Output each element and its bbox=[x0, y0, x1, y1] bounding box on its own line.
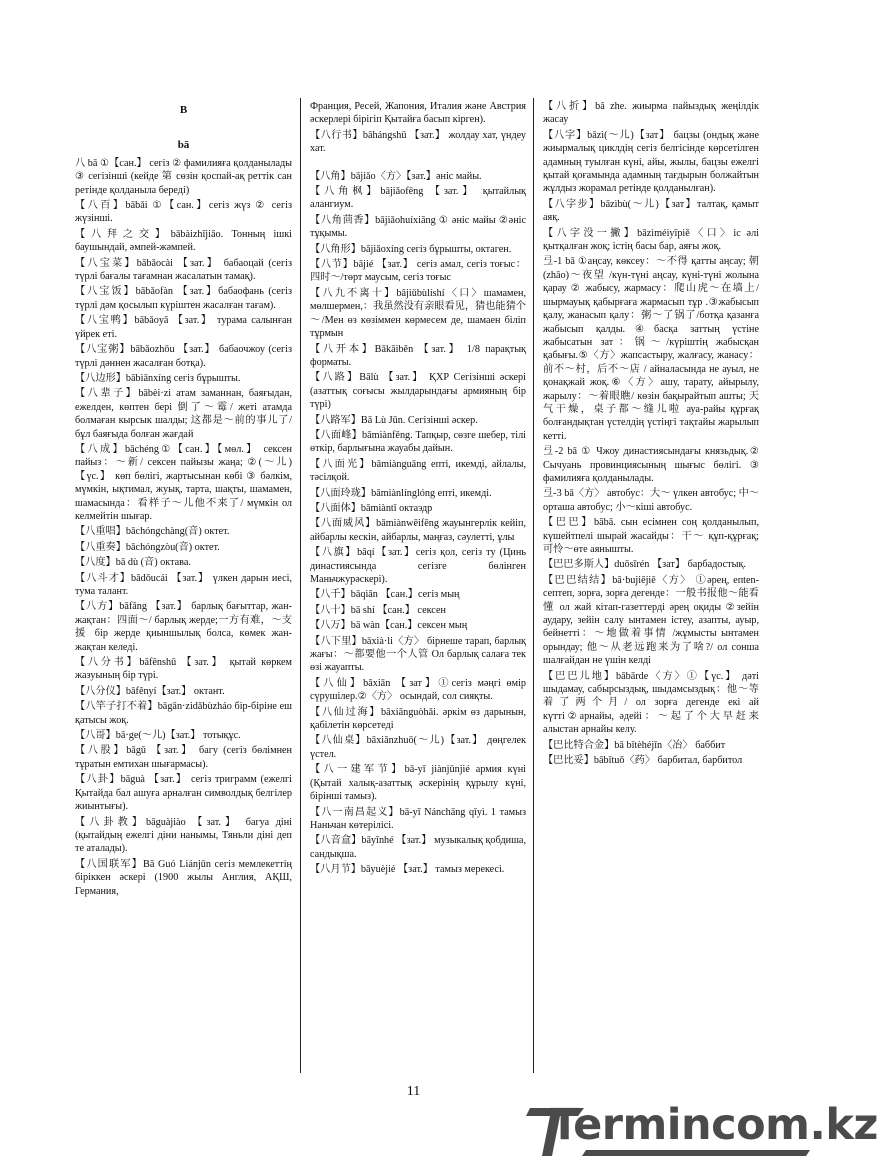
column-divider bbox=[533, 98, 534, 1073]
dictionary-entry: 【八度】bā dù (音) октава. bbox=[75, 557, 191, 569]
dictionary-entry: 【八宝粥】bābǎozhōu 【зат.】 бабаочжоу (сегіз түрлі дәннен жасалған ботқа). bbox=[75, 344, 292, 369]
column-divider bbox=[300, 98, 301, 1073]
dictionary-entry: 【八节】bājié 【зат.】 сегіз амал, сегіз тоғыс：四时～/төрт маусым, сегіз тоғыс bbox=[310, 259, 526, 284]
dictionary-entry: 【八面光】bāmiànguāng епті, икемді, айлалы, тәсілқой. bbox=[310, 458, 526, 484]
column-left bbox=[75, 100, 292, 900]
dictionary-entry: 【八国联军】Bā Guó Liánjūn сегіз мемлекеттің біріккен әскері (1900 жылы Англия, АҚШ, Германия, bbox=[75, 858, 292, 897]
dictionary-entry: 弖-2 bā ① Чжоу династиясындағы князьдық.② Сычуань провинциясының шығыс бөлігі. ③ фамилияға қолданылады. bbox=[543, 446, 759, 484]
dictionary-entry: 【八路军】Bā Lù Jūn. Сегізінші әскер. bbox=[310, 414, 478, 426]
dictionary-entry: 【八竿子打不着】bāgān·zidǎbùzháo бір-біріне еш қатысы жоқ. bbox=[75, 701, 292, 726]
dictionary-entry: 【八重奏】bāchóngzòu(音) октет. bbox=[75, 541, 220, 553]
column-middle bbox=[310, 100, 526, 879]
dictionary-entry: 【八分书】bāfēnshū 【зат.】 қытай көркем жазуының бір түрі. bbox=[75, 657, 292, 682]
dictionary-entry: 【八百】bābǎi ①【сан.】сегіз жүз ② сегіз жүзінші. bbox=[75, 200, 292, 225]
dictionary-entry: 【八卦】bāguà 【зат.】 сегіз триграмм (ежелгі Қытайда бал ашуға арналған символдық белгілер жиынтығы). bbox=[75, 774, 292, 813]
dictionary-entry: 【巴巴多斯人】duōsīrén 【зат】 барбадостық. bbox=[543, 559, 746, 571]
dictionary-entry: 【八哥】bā·ge(～儿)【зат.】 тотықұс. bbox=[75, 730, 241, 742]
dictionary-entry: 【八九不离十】bājiǔbùlíshí〈口〉шамамен, мөлшермен,：我虽然没有亲眼看见，猜也能猜个～/Мен өз көзіммен көрмесем де, шамаен біліп тұрмын bbox=[310, 287, 526, 340]
dictionary-entry: 【八月节】bāyuèjié 【зат.】 тамыз мерекесі. bbox=[310, 864, 505, 876]
page-number: 11 bbox=[406, 1084, 421, 1099]
dictionary-entry: 【八一南昌起义】bā-yī Nánchāng qǐyì. 1 тамыз Наньчан көтерілісі. bbox=[310, 806, 526, 831]
dictionary-entry: 【巴比特合金】bā bǐtèhéjīn〈冶〉 баббит bbox=[543, 739, 726, 751]
dictionary-entry: 【八面峰】bāmiànfēng. Тапқыр, сөзге шебер, тілі өткір, барлығына жауабы дайын. bbox=[310, 429, 526, 455]
column-right bbox=[543, 100, 759, 770]
dictionary-entry: 【八行书】bāhángshū 【зат.】 жолдау хат, үндеу хат. bbox=[310, 129, 526, 155]
dictionary-entry: 【八仙桌】bāxiānzhuō(～儿)【зат.】 дөңгелек үстел. bbox=[310, 735, 526, 760]
dictionary-entry: 弖-1 bā ①аңсау, көксеу：～不得 қатты аңсау; 朝(zhāo)～夜望 /күн-түні аңсау, күні-түні жолына қарау ② жабысу, жармасу：爬山虎～在墙上/шырмауық қабырғаға жармасып тұр .③жабысып қалу, жанасып қалу：粥～了锅了/ботқа қазанға жабысып қалды.④басқа заттың үстіне жабысатын зат：锅～/күріштің жабысқан қабығы.⑤〈方〉жапсастыру, жалғасу, жанасу：前不～村，后不～店 / айналасында не ауыл, не қонақжай жоқ.⑥〈方〉ашу, тарату, айырылу, жарылу：～着眼瞧/ көзін бақырайтып ашты; 天气干燥，桌子都～缝儿啦 ауа-райы құрғақ болғандықтан үстелдің үстіңгі тақтайы жарылып кетті. bbox=[543, 256, 759, 442]
dictionary-entry: 【八斗才】bādǒucái 【зат.】 үлкен дарын иесі, тума талант. bbox=[75, 572, 292, 597]
dictionary-entry: 【八面玲珑】bāmiànlínglóng епті, икемді. bbox=[310, 487, 492, 499]
dictionary-entry: 【八拜之交】bābàizhījiāo. Тонның ішкі баушындай, әмпей-жәмпей. bbox=[75, 228, 292, 254]
section-letter: B bbox=[179, 104, 188, 116]
dictionary-entry bbox=[310, 158, 526, 168]
dictionary-entry: 【八分仪】bāfēnyí【зат.】 октант. bbox=[75, 685, 225, 697]
dictionary-entry: 【八下里】bāxià·li〈方〉 бірнеше тарап, барлық жағы：～都要他一个人管 Ол барлық салаға тек өзі жауапты. bbox=[310, 635, 526, 674]
dictionary-entry: 【八宝饭】bābǎofàn 【зат.】бабаофань (сегіз түрлі дәм қосылып күріштен жасалған тағам). bbox=[75, 286, 292, 311]
dictionary-entry: 【八角】bājiǎo〈方〉【зат.】әніс майы. bbox=[310, 170, 482, 182]
entry-list bbox=[310, 100, 526, 877]
dictionary-entry: 【巴巴】bābā. сын есімнен соң қолданылып, күшейтпелі шырай жасайды：干～ құп-құрғақ;可怜～өте аянышты. bbox=[543, 517, 759, 555]
dictionary-entry: 【八旗】bāqí【зат.】сегіз қол, сегіз ту (Цинь династиясында сегізге бөлінген Маньчжурәскері). bbox=[310, 547, 526, 585]
logo-text: Termincom.kz bbox=[550, 1100, 878, 1150]
dictionary-entry: 【八仙过海】bāxiānguòhǎi. әркім өз дарынын, қабілетін көрсетеді bbox=[310, 706, 526, 732]
entry-list bbox=[543, 100, 759, 768]
dictionary-entry: 【八一建军节】bā-yī jiànjūnjié армия күні (Қытай халық-азаттық әскерінің құрылу күні, бірінші тамыз). bbox=[310, 764, 526, 803]
dictionary-entry: 【巴巴结结】bā·bujiējiē〈方〉 ①әрең, епten-септеп, зорға, зорға дегенде：一般书报他～能看懂 ол жай кітап-газеттерді әрең оқиды ②зейін аудару, зейін салу ынтамен істеу, азапты, ауыр, бейнетті：～地做着事情 /жұмысты ынтамен орындау; 他～从老远跑来为了啥?/ ол соншa шалғайдан не үшін келді bbox=[543, 574, 759, 667]
dictionary-entry: 【巴巴儿地】bābārde〈方〉①【үс.】 дәті шыдамау, сабырсыздық, шыдамсыздық：他～等着了两个月/ ол зорға дегенде екі ай күтті②арнайы, әдейі：～起了个大早赶来 алыстан арнайы келу. bbox=[543, 670, 759, 736]
dictionary-entry: 【八卦教】bāguàjiào 【зат.】 багуа діні (қытайдың ежелгі діни нанымы, Тяньли діні деп те аталады). bbox=[75, 816, 292, 855]
dictionary-entry: 【八宝菜】bābǎocài 【зат.】 бабаоцай (сегіз түрлі бағалы тағамнан жасалатын тамақ). bbox=[75, 257, 292, 283]
dictionary-entry: 弖-3 bā〈方〉 автобус：大～ үлкен автобус; 中～орташа автобус; 小～кіші автобус. bbox=[543, 488, 759, 513]
dictionary-entry: 【八方】bāfāng 【зат.】 барлық бағыттар, жан-жақтан：四面～/ барлық жерде;一方有难，～支援 бір жерде қиыншылық болса, көмек жан-жақтан келеді. bbox=[75, 601, 292, 653]
dictionary-entry: 【八股】bāgǔ 【зат.】 багу (сегіз бөлімнен тұратын емтихан шығармасы). bbox=[75, 745, 292, 770]
dictionary-entry: 【八千】bāqiān 【сан.】сегіз мың bbox=[310, 589, 460, 601]
dictionary-entry: 【八开本】Bākāiběn 【зат.】 1/8 парақтық форматы. bbox=[310, 343, 526, 368]
dictionary-entry: 【八面威风】bāmiànwēifēng жауынгерлік кейіп, айбарлы кескін, айбарлы, маңғаз, сәулетті, ұлы bbox=[310, 518, 526, 543]
dictionary-entry: 八 bā ①【сан.】 сегіз ② фамилияға қолданылады ③ сегізінші (кейде 第 сөзін қоспай-ақ реттік сан ретінде қолданыла береді) bbox=[75, 157, 292, 196]
dictionary-entry: 【八成】bāchéng①【сан.】【мөл.】 сексен пайыз：～新/ сексен пайызы жаңа; ②(～儿)【үс.】 көп бөлігі, жартысынан көбі ③ бәлкім, мүмкін, ықтимал, жуық, тарта, шақты, шамамен, шамасында：看样子～儿他不来了/ мүмкін ол келмейтін шығар. bbox=[75, 443, 292, 522]
dictionary-entry: 【八重唱】bāchóngchàng(音) октет. bbox=[75, 526, 230, 538]
dictionary-entry: 【八字步】bāzìbù(～儿)【зат】талтақ, қамыт аяқ. bbox=[543, 198, 759, 224]
dictionary-entry: 【八边形】bābiānxíng сегіз бұрышты. bbox=[75, 372, 241, 384]
dictionary-entry: 【八角形】bājiǎoxíng сегіз бұрышты, октаген. bbox=[310, 243, 512, 255]
dictionary-entry: 【八字没一撇】bāzìméiyīpiě〈口〉іс әлі қытқалған жоқ; істің басы бар, аяғы жоқ. bbox=[543, 227, 759, 253]
dictionary-entry: 【八角茴香】bājiǎohuíxiāng ① әніс майы ②әніс тұқымы. bbox=[310, 214, 526, 240]
section-syllable: bā bbox=[177, 139, 190, 152]
dictionary-entry: 【八辈子】bābèi·zi атам заманнан, баяғыдан, ежелден, көптен бері 倒了～霉/ жеті атамда болмаған кырсык шалды; 这都是～前的事儿了/ бұл баяғыда болған жағдай bbox=[75, 388, 292, 440]
dictionary-entry: 【八面体】bāmiàntǐ октаэдр bbox=[310, 502, 433, 514]
entry-list bbox=[75, 157, 292, 898]
dictionary-entry: 【八十】bā shí 【сан.】 сексен bbox=[310, 604, 446, 616]
dictionary-entry: 【八角枫】bājiǎofēng 【зат.】 қытайлық алангиум. bbox=[310, 186, 526, 211]
dictionary-entry: 【八折】bā zhe. жиырма пайыздық жеңілдік жасау bbox=[543, 101, 759, 126]
dictionary-entry: 【巴比妥】bābǐtuǒ〈药〉 барбитал, барбитол bbox=[543, 755, 743, 767]
dictionary-entry: 【八仙】bāxiān 【зат】①сегіз мәңгі өмір сүрушілер.②〈方〉 осындай, сол сияқты. bbox=[310, 677, 526, 703]
dictionary-entry: 【八宝鸭】bābǎoyā 【зат.】 турама салынған үйрек еті. bbox=[75, 315, 292, 340]
termincom-logo bbox=[524, 1098, 878, 1160]
dictionary-entry: 【八音盒】bāyīnhé 【зат.】 музыкалық қобдиша, сандықша. bbox=[310, 835, 526, 860]
dictionary-entry: 【八字】bāzì(～儿)【зат】 бацзы (ондық және жиырмалық циклдің сегіз белгісінде көрсетілген адамның туылған күні, айы, жылы, бацзы ежелгі қытай қоғамында адамның тағдырын болжайтын жұлдыз жорамал ретінде қолданылған). bbox=[543, 129, 759, 195]
dictionary-entry: 【八路】Bālù 【зат.】 ҚХР Сегізінші әскері (азаттық соғысы жылдарындағы армияның бір түрі) bbox=[310, 372, 526, 411]
dictionary-entry: 【八万】bā wàn【сан.】сексен мың bbox=[310, 620, 468, 632]
dictionary-entry: Франция, Ресей, Жапония, Италия және Австрия әскерлері бірігіп Қытайға басып кірген). bbox=[310, 101, 526, 126]
